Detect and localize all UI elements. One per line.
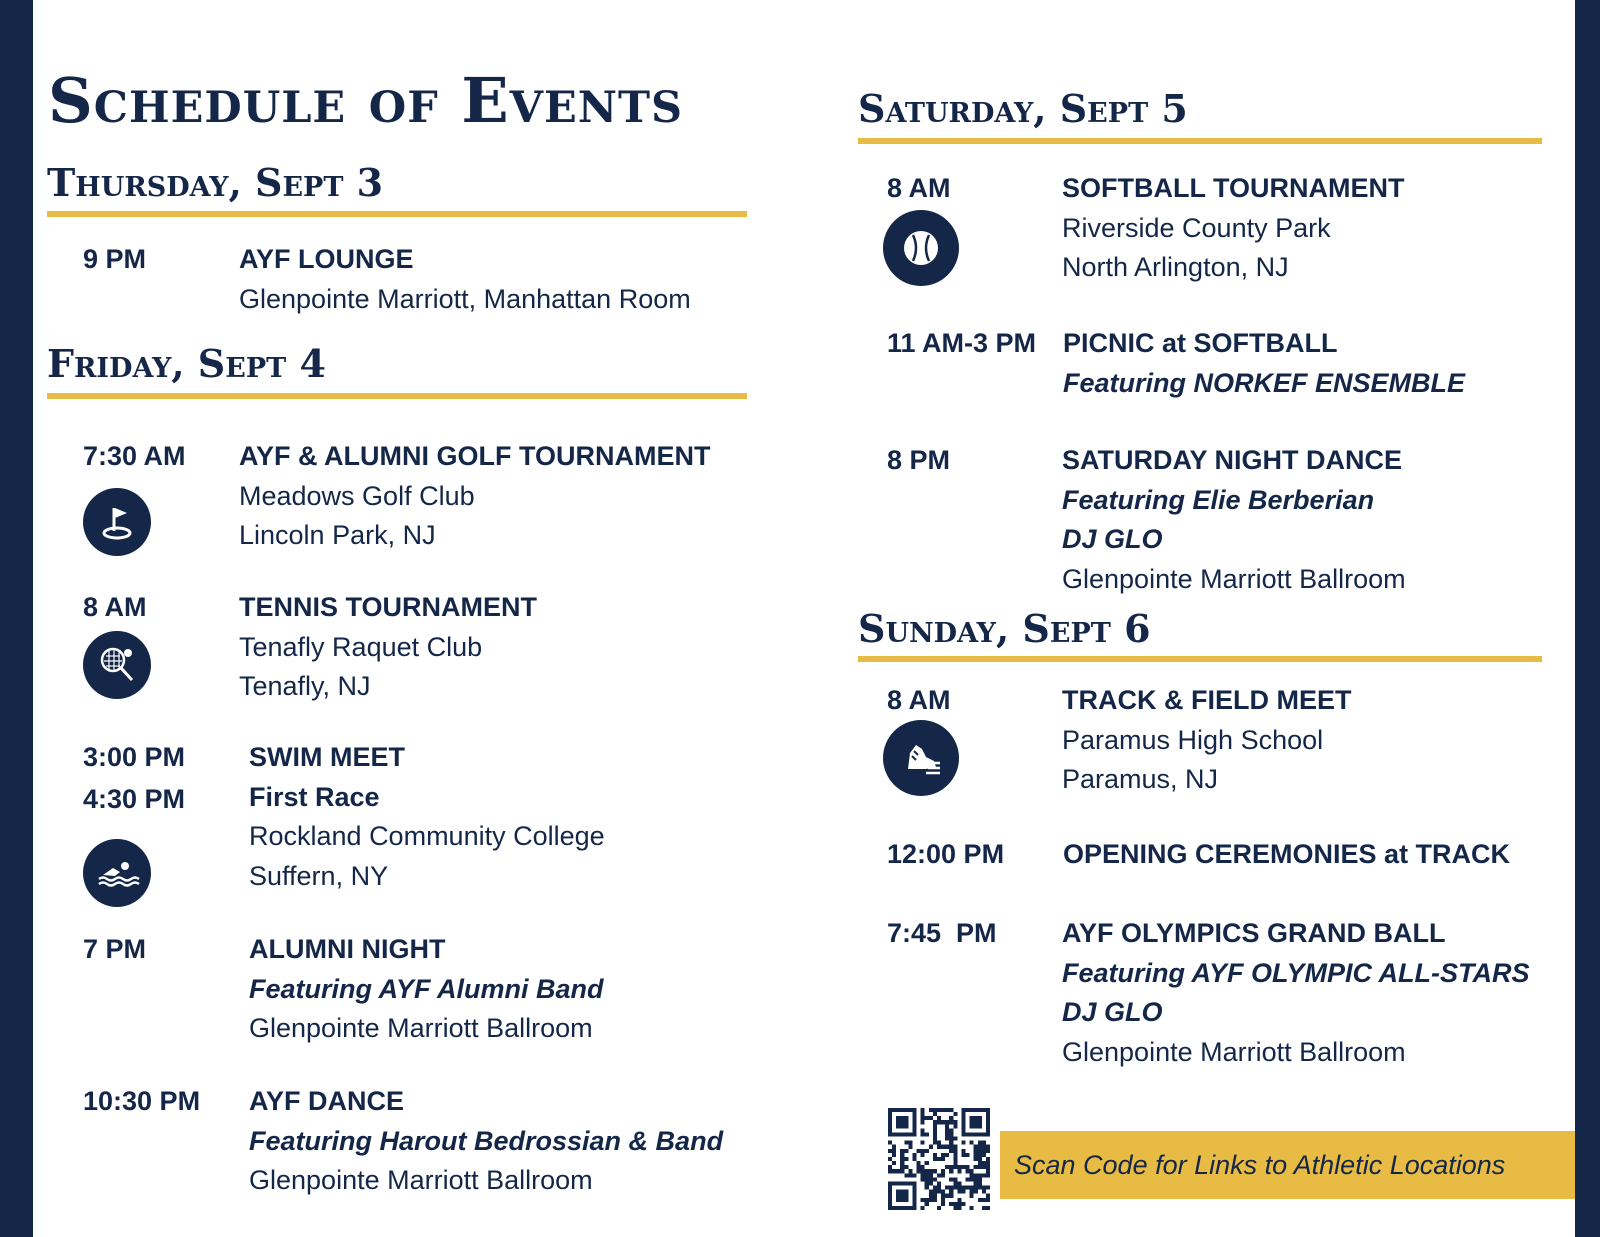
day-heading-saturday: Saturday, Sept 5 (858, 86, 1188, 131)
day-rule (47, 393, 747, 399)
golf-flag-icon (83, 488, 151, 556)
scan-code-caption: Scan Code for Links to Athletic Locations (1014, 1149, 1506, 1180)
softball-icon (883, 210, 959, 286)
event-venue: Paramus High School (1062, 724, 1324, 755)
event-name: SOFTBALL TOURNAMENT (1062, 173, 1405, 203)
event-featuring: Featuring NORKEF ENSEMBLE (1063, 367, 1466, 398)
event-time-second: 4:30 PM (83, 784, 186, 814)
event-location: Glenpointe Marriott Ballroom (1062, 563, 1406, 594)
event-name: OPENING CEREMONIES at TRACK (1063, 839, 1511, 869)
qr-code-icon[interactable] (888, 1108, 990, 1210)
day-rule (858, 138, 1542, 144)
event-time: 7:30 AM (83, 441, 186, 471)
event-time: 9 PM (83, 244, 147, 274)
day-heading-thursday: Thursday, Sept 3 (47, 160, 384, 205)
event-featuring-dj: DJ GLO (1062, 524, 1163, 554)
tennis-racket-icon (83, 631, 151, 699)
scan-code-banner (1000, 1131, 1575, 1199)
event-time: 7 PM (83, 934, 147, 964)
running-shoe-icon (883, 720, 959, 796)
event-venue: Meadows Golf Club (239, 480, 475, 511)
event-name: ALUMNI NIGHT (249, 934, 446, 964)
event-name: SATURDAY NIGHT DANCE (1062, 445, 1403, 475)
event-name: PICNIC at SOFTBALL (1063, 328, 1338, 358)
event-city: Tenafly, NJ (239, 671, 371, 701)
event-name: AYF & ALUMNI GOLF TOURNAMENT (239, 441, 711, 471)
event-city: Suffern, NY (249, 860, 389, 891)
event-time: 8 PM (887, 445, 951, 475)
event-time: 12:00 PM (887, 839, 1005, 869)
event-featuring: Featuring AYF Alumni Band (249, 973, 604, 1004)
day-rule (47, 211, 747, 217)
schedule-page (33, 0, 1575, 1237)
event-venue: Tenafly Raquet Club (239, 631, 483, 662)
event-venue: Rockland Community College (249, 821, 605, 851)
event-time: 8 AM (887, 685, 951, 715)
event-name: AYF LOUNGE (239, 244, 414, 274)
event-name: AYF DANCE (249, 1086, 405, 1116)
event-location: Glenpointe Marriott Ballroom (1062, 1036, 1406, 1067)
event-name: TRACK & FIELD MEET (1062, 685, 1352, 715)
event-location: Glenpointe Marriott Ballroom (249, 1165, 593, 1195)
event-featuring: Featuring AYF OLYMPIC ALL-STARS (1062, 957, 1530, 988)
event-time: 11 AM-3 PM (887, 328, 1037, 358)
event-featuring-dj: DJ GLO (1062, 997, 1163, 1027)
event-name: SWIM MEET (249, 742, 405, 772)
event-featuring: Featuring Harout Bedrossian & Band (249, 1125, 724, 1156)
event-city: North Arlington, NJ (1062, 252, 1289, 282)
event-time: 8 AM (887, 173, 951, 203)
day-heading-friday: Friday, Sept 4 (47, 341, 326, 386)
event-city: Paramus, NJ (1062, 764, 1219, 794)
day-heading-sunday: Sunday, Sept 6 (858, 606, 1151, 651)
event-city: Lincoln Park, NJ (239, 520, 436, 550)
event-subname: First Race (249, 781, 380, 812)
event-name: AYF OLYMPICS GRAND BALL (1062, 918, 1446, 948)
event-featuring: Featuring Elie Berberian (1062, 484, 1375, 515)
event-location: Glenpointe Marriott Ballroom (249, 1013, 593, 1043)
event-name: TENNIS TOURNAMENT (239, 592, 538, 622)
page-title: Schedule of Events (48, 64, 684, 137)
event-time: 8 AM (83, 592, 147, 622)
event-time: 3:00 PM (83, 742, 186, 772)
day-rule (858, 656, 1542, 662)
event-time: 10:30 PM (83, 1086, 201, 1116)
event-venue: Riverside County Park (1062, 212, 1331, 243)
event-location: Glenpointe Marriott, Manhattan Room (239, 283, 691, 314)
swimmer-icon (83, 839, 151, 907)
event-time: 7:45 PM (887, 918, 997, 948)
